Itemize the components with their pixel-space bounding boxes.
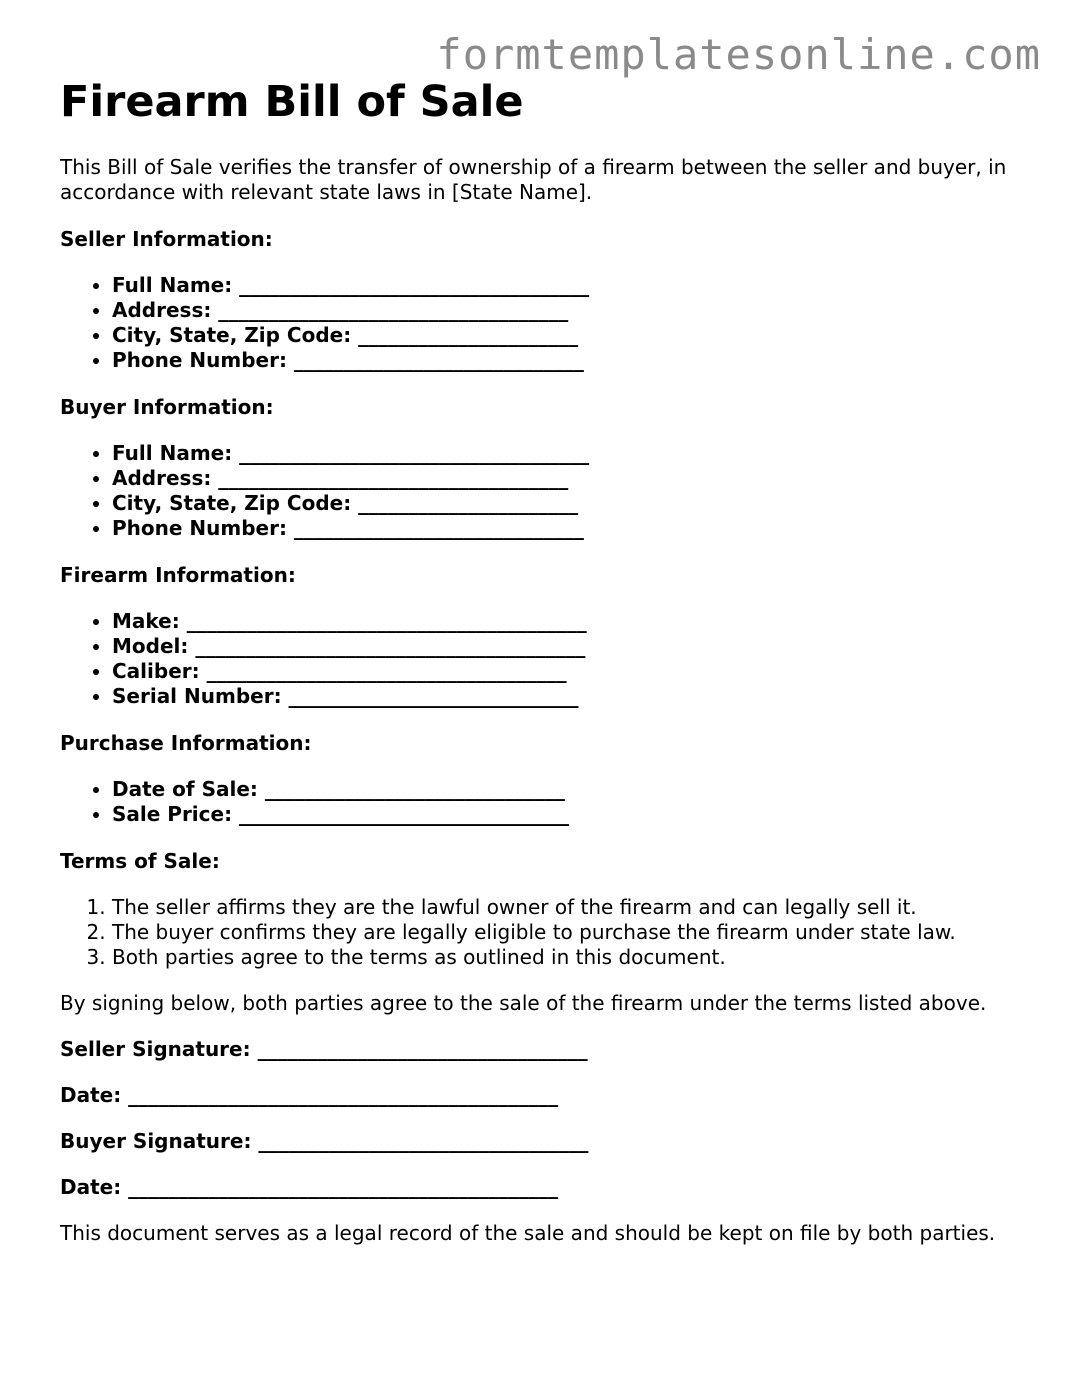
purchase-heading: Purchase Information:: [60, 731, 312, 755]
purchase-fields: [60, 777, 1020, 827]
firearm-make-field[interactable]: • Make: ________________________________________: [112, 609, 1020, 634]
seller-phone-field[interactable]: • Phone Number: _____________________________: [112, 348, 1020, 373]
seller-address-field[interactable]: • Address: ___________________________________: [112, 298, 1020, 323]
purchase-date-field[interactable]: • Date of Sale: ______________________________: [112, 777, 1020, 802]
purchase-price-field[interactable]: • Sale Price: _________________________________: [112, 802, 1020, 827]
terms-item: 2. The buyer confirms they are legally eligible to purchase the firearm under state law.: [112, 920, 1020, 945]
seller-fields: [60, 273, 1020, 373]
buyer-full-name-field[interactable]: • Full Name: ___________________________________: [112, 441, 1020, 466]
page-title: Firearm Bill of Sale: [60, 77, 524, 127]
firearm-model-field[interactable]: • Model: _______________________________________: [112, 634, 1020, 659]
intro-paragraph: This Bill of Sale verifies the transfer of ownership of a firearm between the seller and buyer, in accordance with relevant state laws in [State Name].: [60, 155, 1007, 204]
terms-list: [60, 895, 1020, 970]
buyer-heading: Buyer Information:: [60, 395, 274, 419]
buyer-city-state-zip-field[interactable]: • City, State, Zip Code: ______________________: [112, 491, 1020, 516]
buyer-address-field[interactable]: • Address: ___________________________________: [112, 466, 1020, 491]
seller-city-state-zip-field[interactable]: • City, State, Zip Code: ______________________: [112, 323, 1020, 348]
seller-date-field[interactable]: Date: ___________________________________________: [60, 1083, 559, 1107]
seller-signature-field[interactable]: Seller Signature: _________________________________: [60, 1037, 588, 1061]
seller-full-name-field[interactable]: • Full Name: ___________________________________: [112, 273, 1020, 298]
terms-item: 1. The seller affirms they are the lawful owner of the firearm and can legally sell it.: [112, 895, 1020, 920]
firearm-heading: Firearm Information:: [60, 563, 296, 587]
buyer-fields: [60, 441, 1020, 541]
agreement-paragraph: By signing below, both parties agree to the sale of the firearm under the terms listed above.: [60, 991, 987, 1015]
footer-paragraph: This document serves as a legal record of the sale and should be kept on file by both parties.: [60, 1221, 996, 1245]
buyer-date-field[interactable]: Date: ___________________________________________: [60, 1175, 559, 1199]
buyer-phone-field[interactable]: • Phone Number: _____________________________: [112, 516, 1020, 541]
watermark: formtemplatesonline.com: [436, 30, 1041, 79]
buyer-signature-field[interactable]: Buyer Signature: _________________________________: [60, 1129, 589, 1153]
document-page: [60, 76, 1020, 1246]
firearm-caliber-field[interactable]: • Caliber: ____________________________________: [112, 659, 1020, 684]
firearm-serial-field[interactable]: • Serial Number: _____________________________: [112, 684, 1020, 709]
firearm-fields: [60, 609, 1020, 709]
terms-heading: Terms of Sale:: [60, 849, 220, 873]
seller-heading: Seller Information:: [60, 227, 273, 251]
terms-item: 3. Both parties agree to the terms as outlined in this document.: [112, 945, 1020, 970]
